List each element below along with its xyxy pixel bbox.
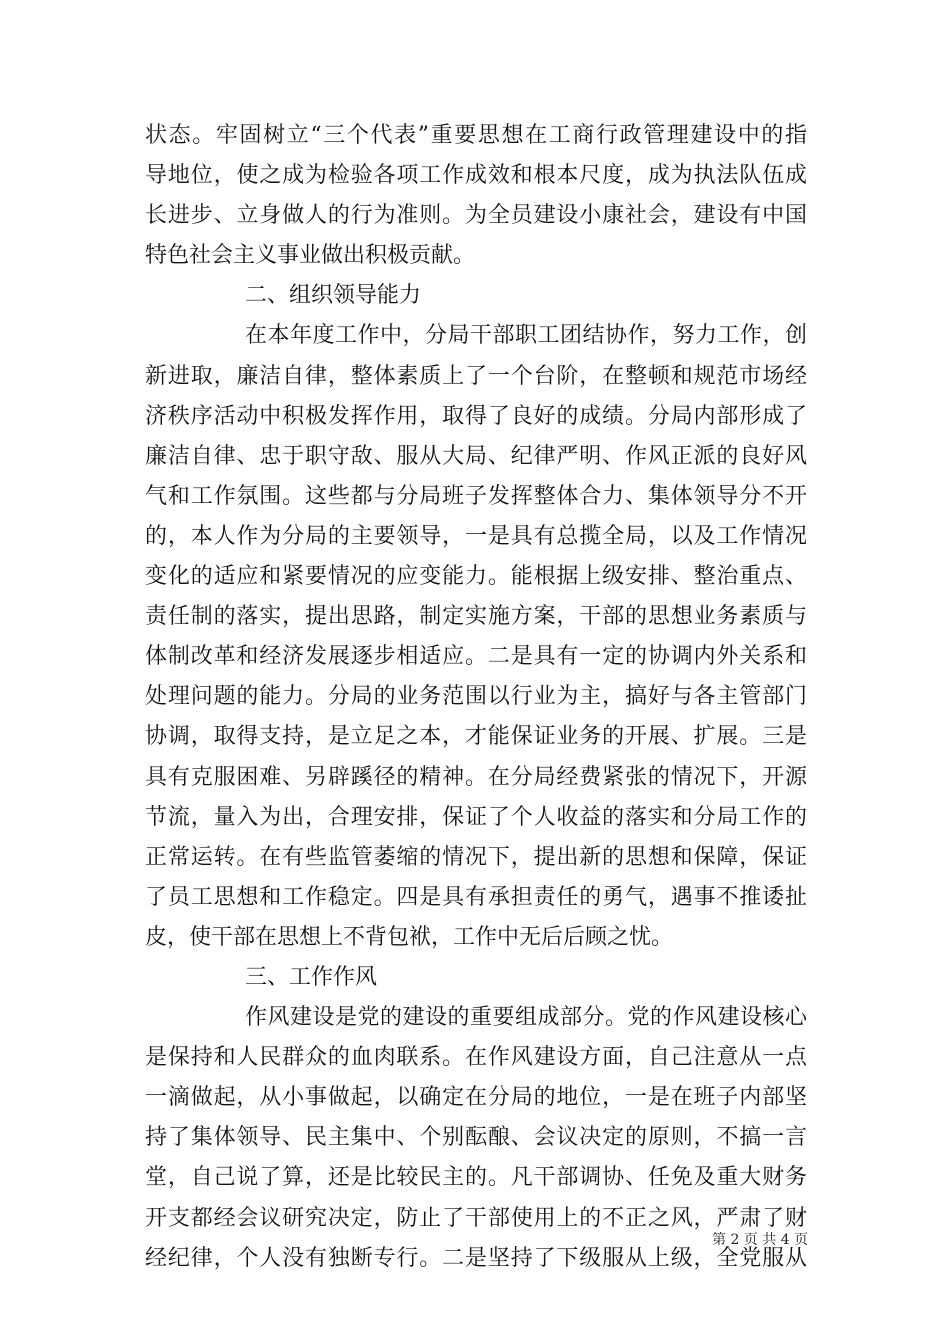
paragraph-3-line-4: 持了集体领导、民主集中、个别酝酿、会议决定的原则，不搞一言 (145, 1125, 807, 1151)
paragraph-2-line-12: 具有克服困难、另辟蹊径的精神。在分局经费紧张的情况下，开源 (145, 764, 807, 790)
paragraph-2-line-5: 气和工作氛围。这些都与分局班子发挥整体合力、集体领导分不开 (145, 483, 807, 509)
paragraph-2-line-2: 新进取，廉洁自律，整体素质上了一个台阶，在整顿和规范市场经 (145, 363, 807, 389)
paragraph-2-line-14: 正常运转。在有些监管萎缩的情况下，提出新的思想和保障，保证 (145, 844, 807, 870)
paragraph-2-line-3: 济秩序活动中积极发挥作用，取得了良好的成绩。分局内部形成了 (145, 403, 807, 429)
paragraph-3-line-1: 作风建设是党的建设的重要组成部分。党的作风建设核心 (245, 1005, 807, 1031)
paragraph-3-line-6: 开支都经会议研究决定，防止了干部使用上的不正之风，严肃了财 (145, 1205, 807, 1231)
paragraph-1-line-1: 状态。牢固树立“三个代表”重要思想在工商行政管理建设中的指 (145, 123, 807, 148)
section-heading-leadership: 二、组织领导能力 (245, 283, 422, 309)
paragraph-2-line-8: 责任制的落实，提出思路，制定实施方案，干部的思想业务素质与 (145, 604, 807, 630)
paragraph-3-line-5: 堂，自己说了算，还是比较民主的。凡干部调协、任免及重大财务 (145, 1165, 807, 1191)
paragraph-1-line-2: 导地位，使之成为检验各项工作成效和根本尺度，成为执法队伍成 (145, 163, 807, 189)
paragraph-2-line-11: 协调，取得支持，是立足之本，才能保证业务的开展、扩展。三是 (145, 724, 807, 750)
paragraph-1-line-3: 长进步、立身做人的行为准则。为全员建设小康社会，建设有中国 (145, 203, 807, 229)
paragraph-2-line-10: 处理问题的能力。分局的业务范围以行业为主，搞好与各主管部门 (145, 684, 807, 710)
paragraph-2-line-4: 廉洁自律、忠于职守敌、服从大局、纪律严明、作风正派的良好风 (145, 443, 807, 469)
paragraph-1-line-4: 特色社会主义事业做出积极贡献。 (145, 243, 476, 269)
document-body (145, 116, 807, 1279)
page-number-footer: 第 2 页 共 4 页 (712, 1232, 809, 1248)
paragraph-2-line-13: 节流，量入为出，合理安排，保证了个人收益的落实和分局工作的 (145, 804, 807, 830)
section-heading-work-style: 三、工作作风 (245, 964, 378, 990)
paragraph-2-line-15: 了员工思想和工作稳定。四是具有承担责任的勇气，遇事不推诿扯 (145, 884, 807, 910)
paragraph-3-line-3: 一滴做起，从小事做起，以确定在分局的地位，一是在班子内部坚 (145, 1085, 807, 1111)
paragraph-2-line-7: 变化的适应和紧要情况的应变能力。能根据上级安排、整治重点、 (145, 564, 807, 590)
paragraph-2-line-1: 在本年度工作中，分局干部职工团结协作，努力工作，创 (245, 323, 807, 349)
paragraph-3-line-2: 是保持和人民群众的血肉联系。在作风建设方面，自己注意从一点 (145, 1045, 807, 1071)
paragraph-2-line-9: 体制改革和经济发展逐步相适应。二是具有一定的协调内外关系和 (145, 644, 807, 670)
paragraph-2-line-6: 的，本人作为分局的主要领导，一是具有总揽全局，以及工作情况 (145, 523, 807, 549)
paragraph-2-line-16: 皮，使干部在思想上不背包袱，工作中无后后顾之忧。 (145, 924, 674, 950)
paragraph-3-line-7: 经纪律，个人没有独断专行。二是坚持了下级服从上级，全党服从 (145, 1245, 807, 1271)
